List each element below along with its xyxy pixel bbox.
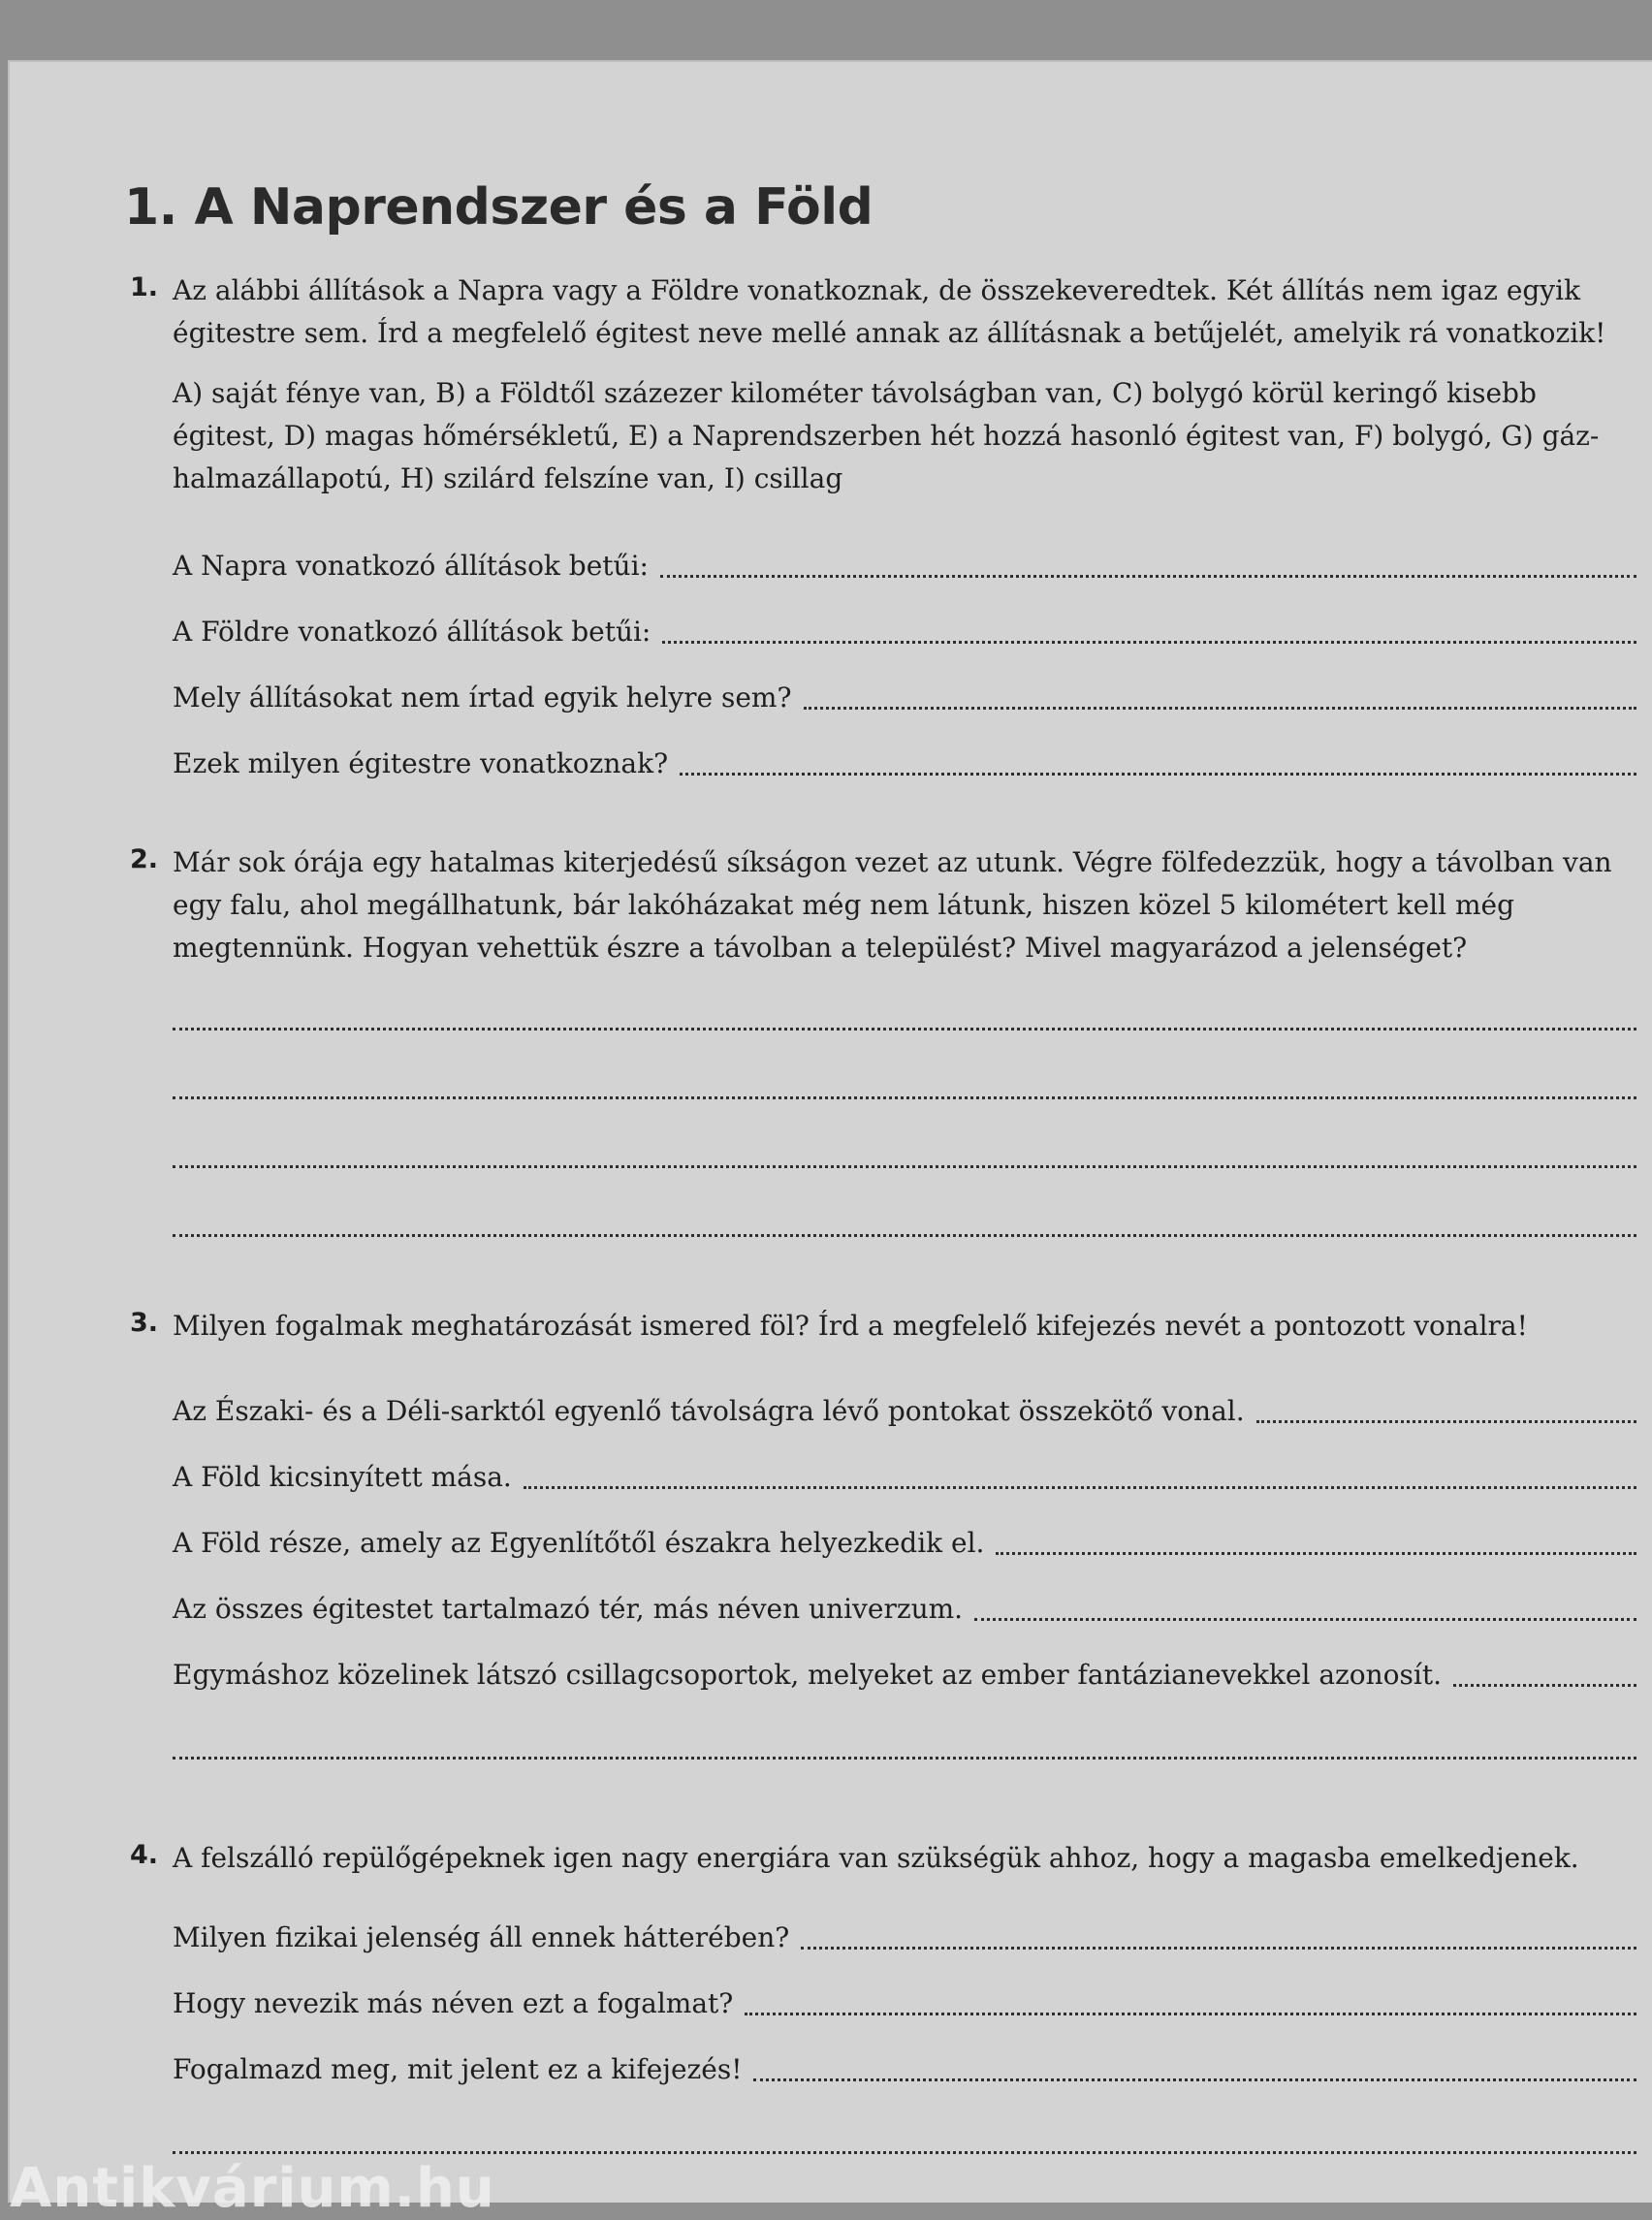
dotted-answer-field[interactable] (804, 687, 1637, 710)
answer-line (173, 545, 1636, 587)
definition-label: A Föld kicsinyített mása. (173, 1461, 512, 1493)
answer-line (173, 1588, 1636, 1631)
task-prompt: A felszálló repülőgépeknek igen nagy energiára van szükségük ahhoz, hogy a magasba emelkedjenek. (173, 1842, 1579, 1874)
answer-line (173, 1917, 1636, 1959)
answer-label: Ezek milyen égitestre vonatkoznak? (173, 747, 669, 779)
task-prompt: Már sok órája egy hatalmas kiterjedésű síkságon vezet az utunk. Végre fölfedezzük, hogy a távolban van egy falu, ahol megállhatunk, bár lakóházakat még nem látunk, hiszen közel 5 kilométert kell még megtennünk. Hogyan vehettük észre a távolban a települést? Mivel magyarázod a jelenséget? (173, 846, 1612, 964)
answer-line (173, 2048, 1636, 2091)
task-3 (124, 1305, 1636, 1760)
task-number: 2. (130, 844, 159, 874)
dotted-answer-field[interactable] (524, 1467, 1636, 1489)
task-1 (124, 270, 1636, 785)
dotted-answer-field[interactable] (801, 1927, 1636, 1950)
answer-line (173, 743, 1636, 785)
dotted-answer-field[interactable] (173, 1006, 1636, 1031)
answer-line (173, 677, 1636, 719)
definition-label: Az Északi- és a Déli-sarktól egyenlő távolságra lévő pontokat összekötő vonal. (173, 1395, 1245, 1427)
dotted-answer-field[interactable] (173, 1735, 1636, 1760)
task-number: 4. (130, 1840, 159, 1870)
dotted-answer-field[interactable] (680, 753, 1636, 776)
dotted-answer-field[interactable] (173, 1144, 1636, 1168)
answer-label: A Napra vonatkozó állítások betűi: (173, 550, 649, 582)
worksheet-page (8, 60, 1652, 2220)
task-number: 1. (130, 272, 159, 302)
answer-line (173, 611, 1636, 653)
task-4 (124, 1837, 1636, 2154)
dotted-answer-field[interactable] (974, 1599, 1636, 1621)
statement-options: A) saját fénye van, B) a Földtől százezer kilométer távolságban van, C) bolygó körül keringő kisebb égitest, D) magas hőmérsékletű, E) a Naprendszerben hét hozzá hasonló égitest van, F) bolygó, G) gáz-halmazállapotú, H) szilárd felszíne van, I) csillag (173, 377, 1600, 494)
dotted-answer-field[interactable] (1256, 1401, 1636, 1423)
page-content (124, 178, 1636, 2154)
answer-label: Mely állításokat nem írtad egyik helyre sem? (173, 682, 792, 714)
definition-label: Egymáshoz közelinek látszó csillagcsoportok, melyeket az ember fantázianevekkel azonosít. (173, 1659, 1442, 1691)
question-label: Hogy nevezik más néven ezt a fogalmat? (173, 1987, 734, 2019)
answer-line (173, 1390, 1636, 1433)
dotted-answer-field[interactable] (173, 1075, 1636, 1099)
watermark: Antikvárium.hu (10, 2157, 495, 2220)
dotted-answer-field[interactable] (662, 621, 1636, 644)
page-title: 1. A Naprendszer és a Föld (124, 178, 874, 237)
dotted-answer-field[interactable] (996, 1533, 1636, 1555)
question-label: Milyen fizikai jelenség áll ennek hátterében? (173, 1921, 790, 1953)
answer-label: A Földre vonatkozó állítások betűi: (173, 616, 651, 648)
answer-line (173, 1654, 1636, 1697)
dotted-answer-field[interactable] (660, 555, 1636, 578)
dotted-answer-field[interactable] (745, 1993, 1636, 2015)
answer-line (173, 1982, 1636, 2025)
task-number: 3. (130, 1308, 159, 1338)
definition-label: Az összes égitestet tartalmazó tér, más néven univerzum. (173, 1593, 964, 1625)
definition-label: A Föld része, amely az Egyenlítőtől északra helyezkedik el. (173, 1527, 985, 1559)
task-prompt: Milyen fogalmak meghatározását ismered föl? Írd a megfelelő kifejezés nevét a pontozott vonalra! (173, 1310, 1528, 1342)
dotted-answer-field[interactable] (173, 1213, 1636, 1237)
dotted-answer-field[interactable] (173, 2130, 1636, 2154)
answer-line (173, 1456, 1636, 1499)
task-2 (124, 841, 1636, 1237)
answer-line (173, 1522, 1636, 1565)
question-label: Fogalmazd meg, mit jelent ez a kifejezés! (173, 2053, 743, 2085)
dotted-answer-field[interactable] (753, 2059, 1636, 2081)
dotted-answer-field[interactable] (1453, 1665, 1636, 1687)
task-prompt: Az alábbi állítások a Napra vagy a Földre vonatkoznak, de összekeveredtek. Két állítás nem igaz egyik égitestre sem. Írd a megfelelő égitest neve mellé annak az állításnak a betűjelét, amelyik rá vonatkozik! (173, 274, 1606, 349)
